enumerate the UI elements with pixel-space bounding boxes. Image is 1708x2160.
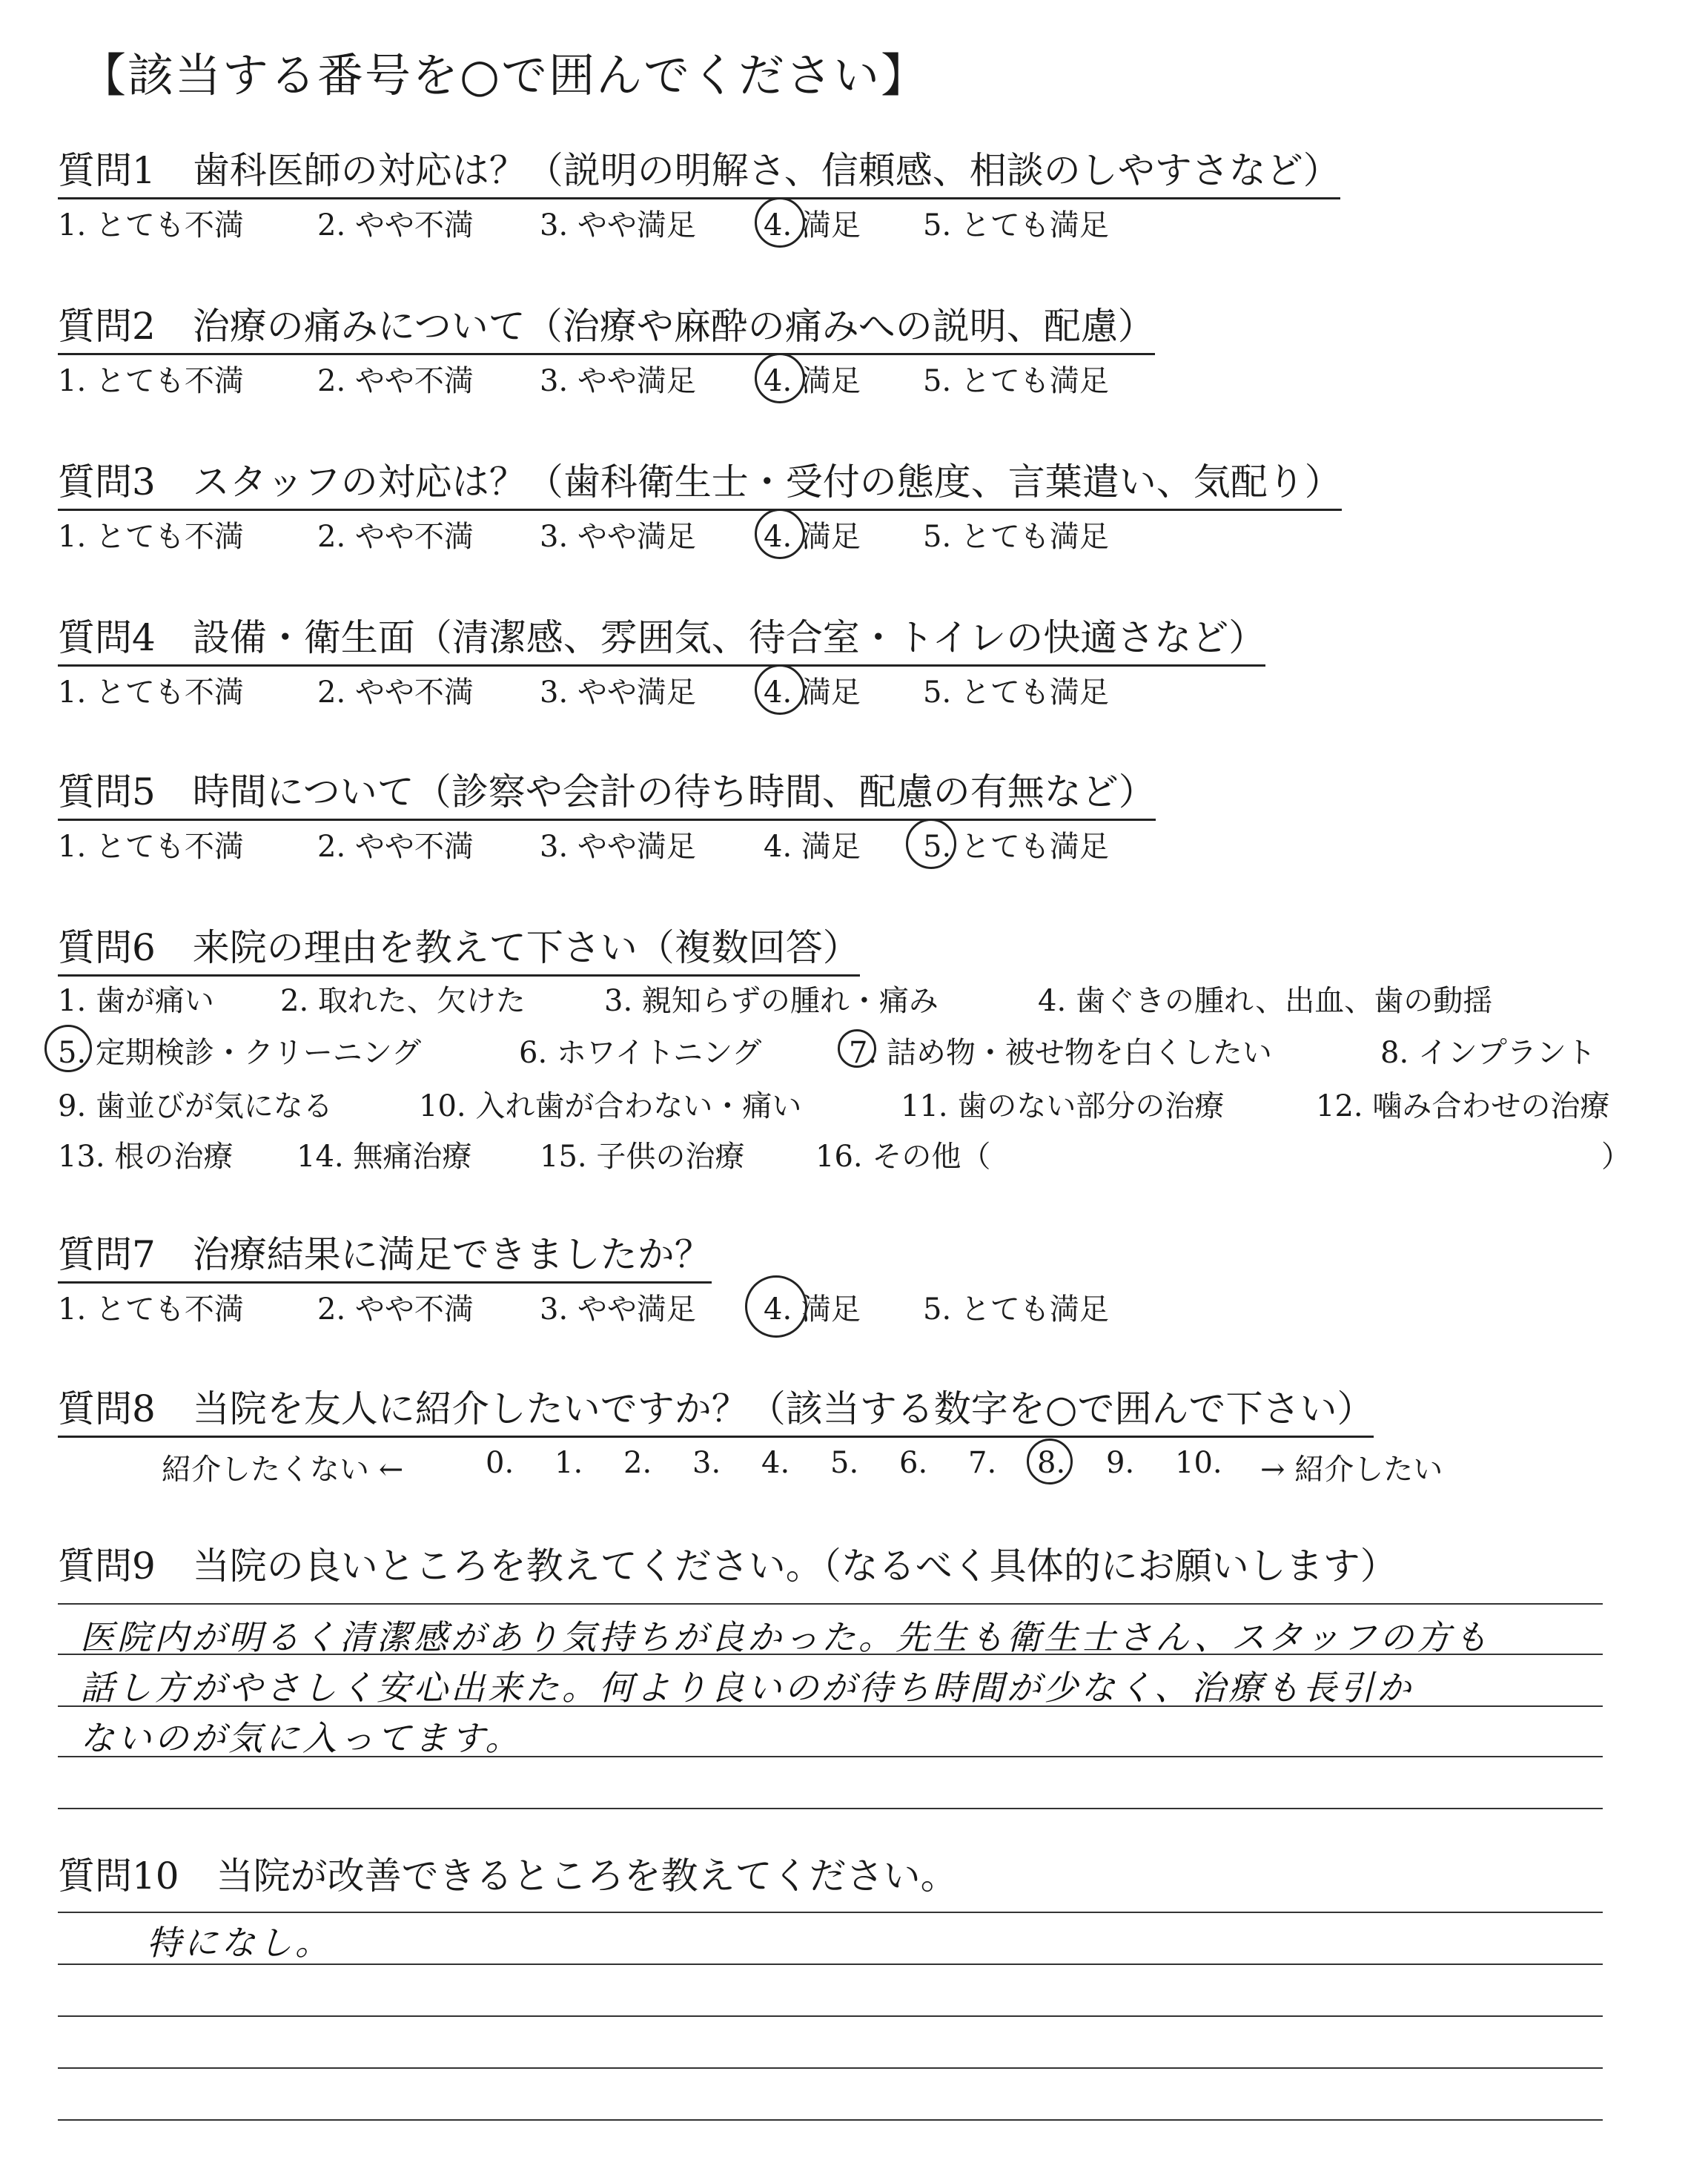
q8-number-6[interactable]: 6. bbox=[899, 1446, 928, 1480]
q5-option-2[interactable]: 2. やや不満 bbox=[317, 830, 474, 864]
form-title: 【該当する番号を○で囲んでください】 bbox=[80, 48, 929, 102]
q5-option-3[interactable]: 3. やや満足 bbox=[540, 830, 696, 864]
q2-selection-circle bbox=[755, 353, 805, 403]
q6-option-7[interactable]: 7. 詰め物・被せ物を白くしたい bbox=[849, 1036, 1272, 1070]
q7-option-1[interactable]: 1. とても不満 bbox=[58, 1292, 244, 1327]
q3-option-3[interactable]: 3. やや満足 bbox=[540, 520, 696, 554]
question-7-heading: 質問7 治療結果に満足できましたか？ bbox=[58, 1225, 712, 1284]
q8-number-2[interactable]: 2. bbox=[623, 1446, 652, 1480]
q3-option-5[interactable]: 5. とても満足 bbox=[923, 520, 1109, 554]
q6-other-close-paren: ） bbox=[1601, 1140, 1631, 1174]
q1-option-5[interactable]: 5. とても満足 bbox=[923, 208, 1109, 242]
q6-option-6[interactable]: 6. ホワイトニング bbox=[519, 1036, 762, 1070]
question-9-heading: 質問9 当院の良いところを教えてください。（なるべく具体的にお願いします） bbox=[58, 1545, 1397, 1588]
q5-option-1[interactable]: 1. とても不満 bbox=[58, 830, 244, 864]
q10-answer-line-4 bbox=[58, 2067, 1603, 2069]
q9-answer-line-1 bbox=[58, 1603, 1603, 1605]
q4-option-2[interactable]: 2. やや不満 bbox=[317, 676, 474, 710]
q9-handwritten-line-3: ないのが気に入ってます。 bbox=[80, 1718, 523, 1758]
q3-selection-circle bbox=[755, 509, 805, 559]
q2-option-3[interactable]: 3. やや満足 bbox=[540, 364, 696, 398]
q6-option-14[interactable]: 14. 無痛治療 bbox=[297, 1140, 472, 1174]
q6-option-9[interactable]: 9. 歯並びが気になる bbox=[58, 1089, 333, 1123]
q6-option-15[interactable]: 15. 子供の治療 bbox=[540, 1140, 745, 1174]
q6-option-1[interactable]: 1. 歯が痛い bbox=[58, 984, 214, 1018]
q6-option-4[interactable]: 4. 歯ぐきの腫れ、出血、歯の動揺 bbox=[1038, 984, 1493, 1018]
q8-number-3[interactable]: 3. bbox=[692, 1446, 721, 1480]
q1-option-1[interactable]: 1. とても不満 bbox=[58, 208, 244, 242]
q8-number-1[interactable]: 1. bbox=[555, 1446, 583, 1480]
q2-option-5[interactable]: 5. とても満足 bbox=[923, 364, 1109, 398]
q6-option-16[interactable]: 16. その他（ bbox=[815, 1140, 991, 1174]
q4-option-5[interactable]: 5. とても満足 bbox=[923, 676, 1109, 710]
q3-option-2[interactable]: 2. やや不満 bbox=[317, 520, 474, 554]
q8-selection-circle bbox=[1027, 1439, 1073, 1484]
question-10-heading: 質問10 当院が改善できるところを教えてください。 bbox=[58, 1855, 958, 1898]
question-4-heading: 質問4 設備・衛生面（清潔感、雰囲気、待合室・トイレの快適さなど） bbox=[58, 608, 1265, 667]
q10-handwritten-line-1: 特になし。 bbox=[147, 1923, 332, 1963]
q8-number-5[interactable]: 5. bbox=[830, 1446, 859, 1480]
question-3-heading: 質問3 スタッフの対応は？（歯科衛生士・受付の態度、言葉遣い、気配り） bbox=[58, 452, 1342, 511]
q1-option-2[interactable]: 2. やや不満 bbox=[317, 208, 474, 242]
q1-selection-circle bbox=[755, 197, 805, 248]
q7-option-2[interactable]: 2. やや不満 bbox=[317, 1292, 474, 1327]
q8-number-7[interactable]: 7. bbox=[968, 1446, 997, 1480]
q8-number-9[interactable]: 9. bbox=[1106, 1446, 1135, 1480]
q6-option-10[interactable]: 10. 入れ歯が合わない・痛い bbox=[419, 1089, 802, 1123]
q8-number-8[interactable]: 8. bbox=[1037, 1446, 1066, 1480]
q2-option-2[interactable]: 2. やや不満 bbox=[317, 364, 474, 398]
q2-option-1[interactable]: 1. とても不満 bbox=[58, 364, 244, 398]
q10-answer-line-5 bbox=[58, 2119, 1603, 2121]
q6-option-7-circle bbox=[838, 1029, 876, 1068]
q7-option-3[interactable]: 3. やや満足 bbox=[540, 1292, 696, 1327]
q9-handwritten-line-2: 話し方がやさしく安心出来た。何より良いのが待ち時間が少なく、治療も長引か bbox=[80, 1668, 1414, 1708]
q9-answer-line-5 bbox=[58, 1808, 1603, 1809]
q3-option-1[interactable]: 1. とても不満 bbox=[58, 520, 244, 554]
q7-selection-circle bbox=[745, 1275, 807, 1338]
q10-answer-line-3 bbox=[58, 2015, 1603, 2017]
q5-option-4[interactable]: 4. 満足 bbox=[764, 830, 861, 864]
q1-option-4[interactable]: 4. 満足 bbox=[764, 208, 861, 242]
q6-option-5[interactable]: 5. 定期検診・クリーニング bbox=[58, 1036, 422, 1070]
q9-handwritten-line-1: 医院内が明るく清潔感があり気持ちが良かった。先生も衛生士さん、スタッフの方も bbox=[80, 1617, 1491, 1657]
q8-right-label: → 紹介したい bbox=[1260, 1453, 1443, 1487]
q8-number-10[interactable]: 10. bbox=[1175, 1446, 1222, 1480]
q4-selection-circle bbox=[755, 664, 805, 715]
q8-number-0[interactable]: 0. bbox=[486, 1446, 514, 1480]
q2-option-4[interactable]: 4. 満足 bbox=[764, 364, 861, 398]
q6-option-3[interactable]: 3. 親知らずの腫れ・痛み bbox=[604, 984, 939, 1018]
q7-option-4[interactable]: 4. 満足 bbox=[764, 1292, 861, 1327]
q6-option-13[interactable]: 13. 根の治療 bbox=[58, 1140, 234, 1174]
q8-number-4[interactable]: 4. bbox=[761, 1446, 790, 1480]
question-6-heading: 質問6 来院の理由を教えて下さい（複数回答） bbox=[58, 918, 860, 977]
q5-selection-circle bbox=[906, 819, 956, 869]
q4-option-3[interactable]: 3. やや満足 bbox=[540, 676, 696, 710]
q4-option-4[interactable]: 4. 満足 bbox=[764, 676, 861, 710]
q6-option-11[interactable]: 11. 歯のない部分の治療 bbox=[901, 1089, 1225, 1123]
q6-option-8[interactable]: 8. インプラント bbox=[1380, 1036, 1596, 1070]
q6-option-5-circle bbox=[44, 1025, 92, 1072]
question-5-heading: 質問5 時間について（診察や会計の待ち時間、配慮の有無など） bbox=[58, 762, 1156, 821]
q4-option-1[interactable]: 1. とても不満 bbox=[58, 676, 244, 710]
q1-option-3[interactable]: 3. やや満足 bbox=[540, 208, 696, 242]
question-8-heading: 質問8 当院を友人に紹介したいですか？（該当する数字を○で囲んで下さい） bbox=[58, 1379, 1374, 1438]
q8-left-label: 紹介したくない ← bbox=[162, 1453, 404, 1487]
question-2-heading: 質問2 治療の痛みについて（治療や麻酔の痛みへの説明、配慮） bbox=[58, 297, 1155, 355]
question-1-heading: 質問1 歯科医師の対応は？（説明の明解さ、信頼感、相談のしやすさなど） bbox=[58, 141, 1340, 199]
q7-option-5[interactable]: 5. とても満足 bbox=[923, 1292, 1109, 1327]
q3-option-4[interactable]: 4. 満足 bbox=[764, 520, 861, 554]
q6-option-12[interactable]: 12. 噛み合わせの治療 bbox=[1316, 1089, 1610, 1123]
q10-answer-line-1 bbox=[58, 1912, 1603, 1913]
q5-option-5[interactable]: 5. とても満足 bbox=[923, 830, 1109, 864]
q6-option-2[interactable]: 2. 取れた、欠けた bbox=[280, 984, 526, 1018]
